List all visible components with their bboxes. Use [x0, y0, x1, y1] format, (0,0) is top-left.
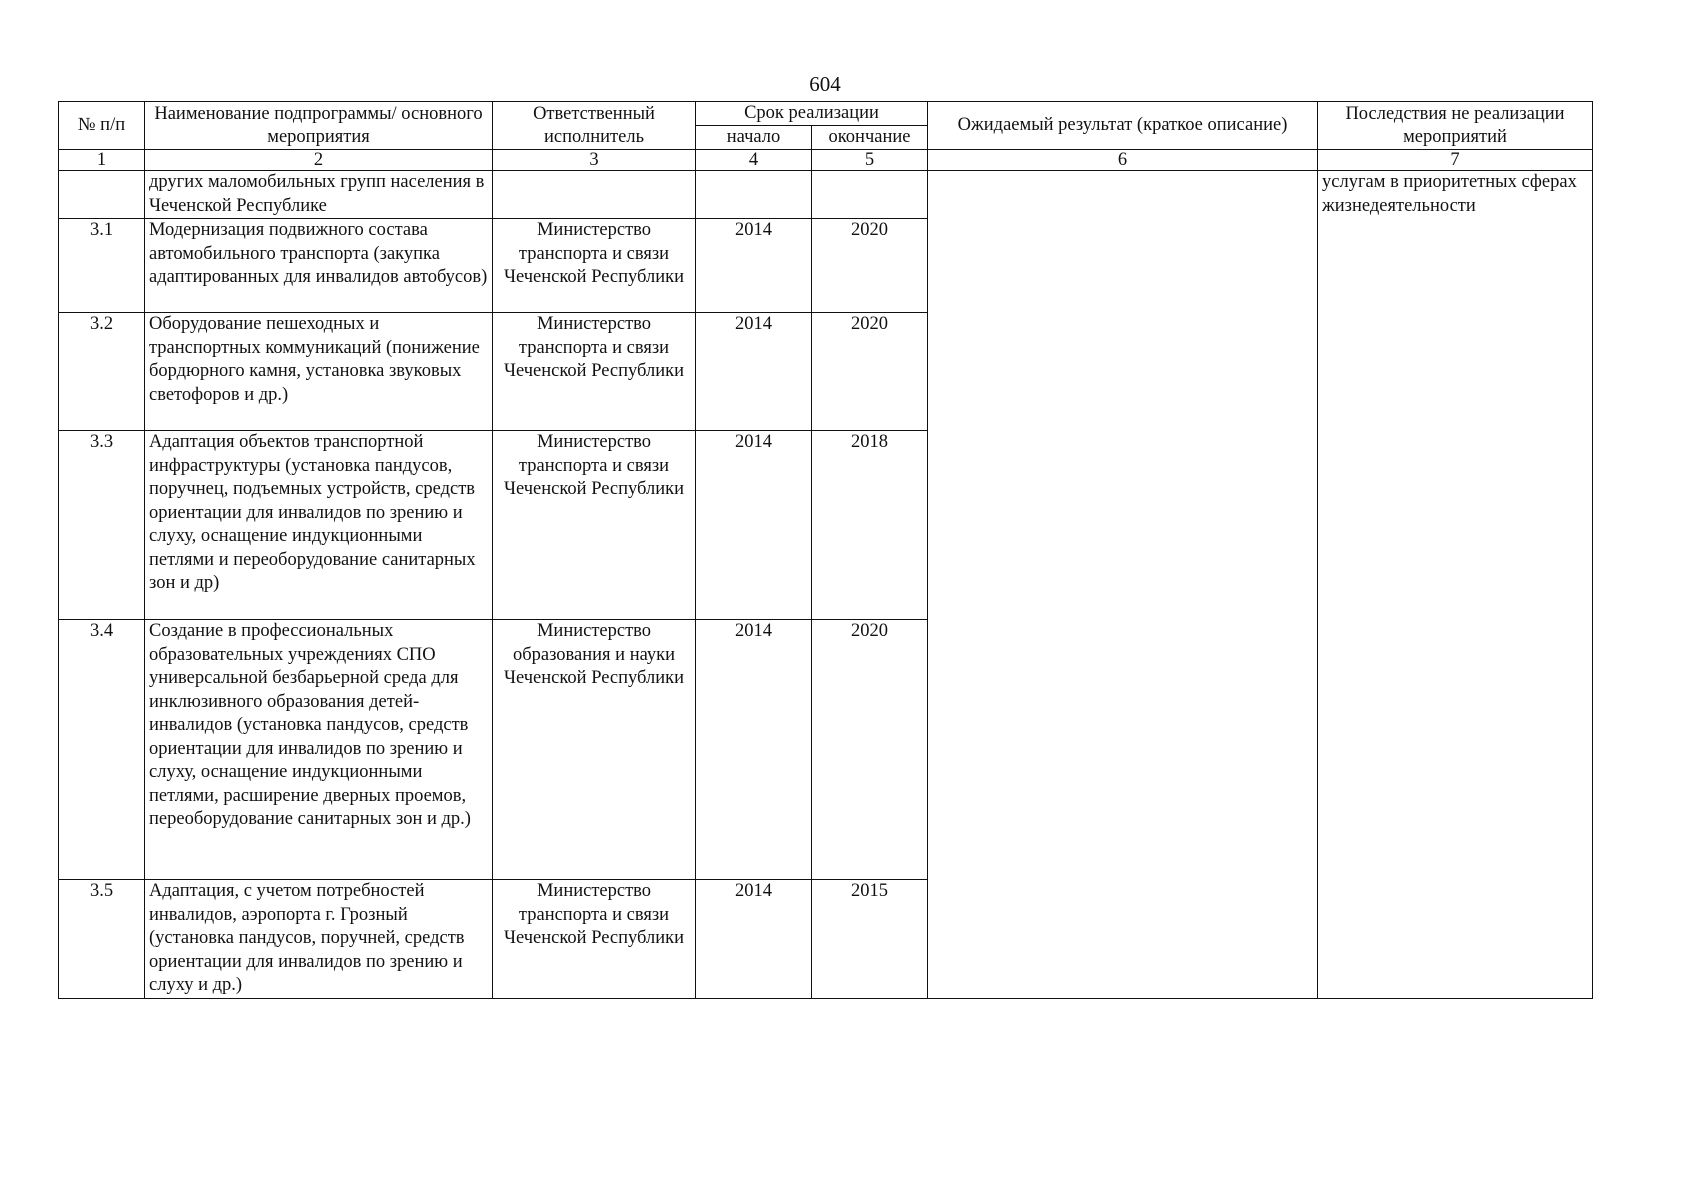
- row-num-cell: 3.3: [59, 431, 145, 620]
- row-name-cell: Оборудование пешеходных и транспортных коммуникаций (понижение бордюрного камня, установка звуковых светофоров и др.): [145, 313, 493, 431]
- header-consequences: Последствия не реализации мероприятий: [1318, 102, 1593, 150]
- row-num-cell: 3.5: [59, 880, 145, 999]
- row-executor-cell: [493, 171, 696, 219]
- row-name-cell: других маломобильных групп населения в Чеченской Республике: [145, 171, 493, 219]
- row-executor-cell: Министерство транспорта и связи Чеченской Республики: [493, 880, 696, 999]
- header-num: № п/п: [59, 102, 145, 150]
- row-end-cell: [812, 171, 928, 219]
- header-end: окончание: [812, 126, 928, 150]
- row-start-cell: 2014: [696, 620, 812, 880]
- column-number: 4: [696, 150, 812, 171]
- row-start-cell: [696, 171, 812, 219]
- row-executor-cell: Министерство транспорта и связи Чеченской Республики: [493, 219, 696, 313]
- row-name-cell: Модернизация подвижного состава автомобильного транспорта (закупка адаптированных для инвалидов автобусов): [145, 219, 493, 313]
- row-end-cell: 2015: [812, 880, 928, 999]
- column-number: 5: [812, 150, 928, 171]
- row-name-cell: Создание в профессиональных образовательных учреждениях СПО универсальной безбарьерной среда для инклюзивного образования детей-инвалидов (установка пандусов, средств ориентации для инвалидов по зрению и слуху, оснащение индукционными петлями, расширение дверных проемов, переоборудование санитарных зон и др.): [145, 620, 493, 880]
- row-end-cell: 2020: [812, 313, 928, 431]
- row-start-cell: 2014: [696, 880, 812, 999]
- table-row-continuation: [59, 171, 1593, 219]
- header-start: начало: [696, 126, 812, 150]
- column-number: 6: [928, 150, 1318, 171]
- header-name: Наименование подпрограммы/ основного мероприятия: [145, 102, 493, 150]
- row-start-cell: 2014: [696, 219, 812, 313]
- expected-result-cell: [928, 171, 1318, 999]
- column-number-row: [59, 150, 1593, 171]
- row-start-cell: 2014: [696, 313, 812, 431]
- row-num-cell: 3.1: [59, 219, 145, 313]
- page-number: 604: [809, 72, 841, 96]
- row-executor-cell: Министерство образования и науки Чеченской Республики: [493, 620, 696, 880]
- program-activities-table: [58, 101, 1593, 999]
- column-number: 2: [145, 150, 493, 171]
- row-end-cell: 2020: [812, 219, 928, 313]
- row-end-cell: 2020: [812, 620, 928, 880]
- row-end-cell: 2018: [812, 431, 928, 620]
- row-num-cell: 3.4: [59, 620, 145, 880]
- row-num-cell: [59, 171, 145, 219]
- consequences-cell: услугам в приоритетных сферах жизнедеятельности: [1318, 171, 1593, 999]
- column-number: 1: [59, 150, 145, 171]
- row-name-cell: Адаптация объектов транспортной инфраструктуры (установка пандусов, поручнец, подъемных устройств, средств ориентации для инвалидов по зрению и слуху, оснащение индукционными петлями и переоборудование санитарных зон и др): [145, 431, 493, 620]
- header-term: Срок реализации: [696, 102, 928, 126]
- column-number: 3: [493, 150, 696, 171]
- column-number: 7: [1318, 150, 1593, 171]
- row-name-cell: Адаптация, с учетом потребностей инвалидов, аэропорта г. Грозный (установка пандусов, поручней, средств ориентации для инвалидов по зрению и слуху и др.): [145, 880, 493, 999]
- header-executor: Ответственный исполнитель: [493, 102, 696, 150]
- row-num-cell: 3.2: [59, 313, 145, 431]
- row-executor-cell: Министерство транспорта и связи Чеченской Республики: [493, 431, 696, 620]
- row-start-cell: 2014: [696, 431, 812, 620]
- row-executor-cell: Министерство транспорта и связи Чеченской Республики: [493, 313, 696, 431]
- header-result: Ожидаемый результат (краткое описание): [928, 102, 1318, 150]
